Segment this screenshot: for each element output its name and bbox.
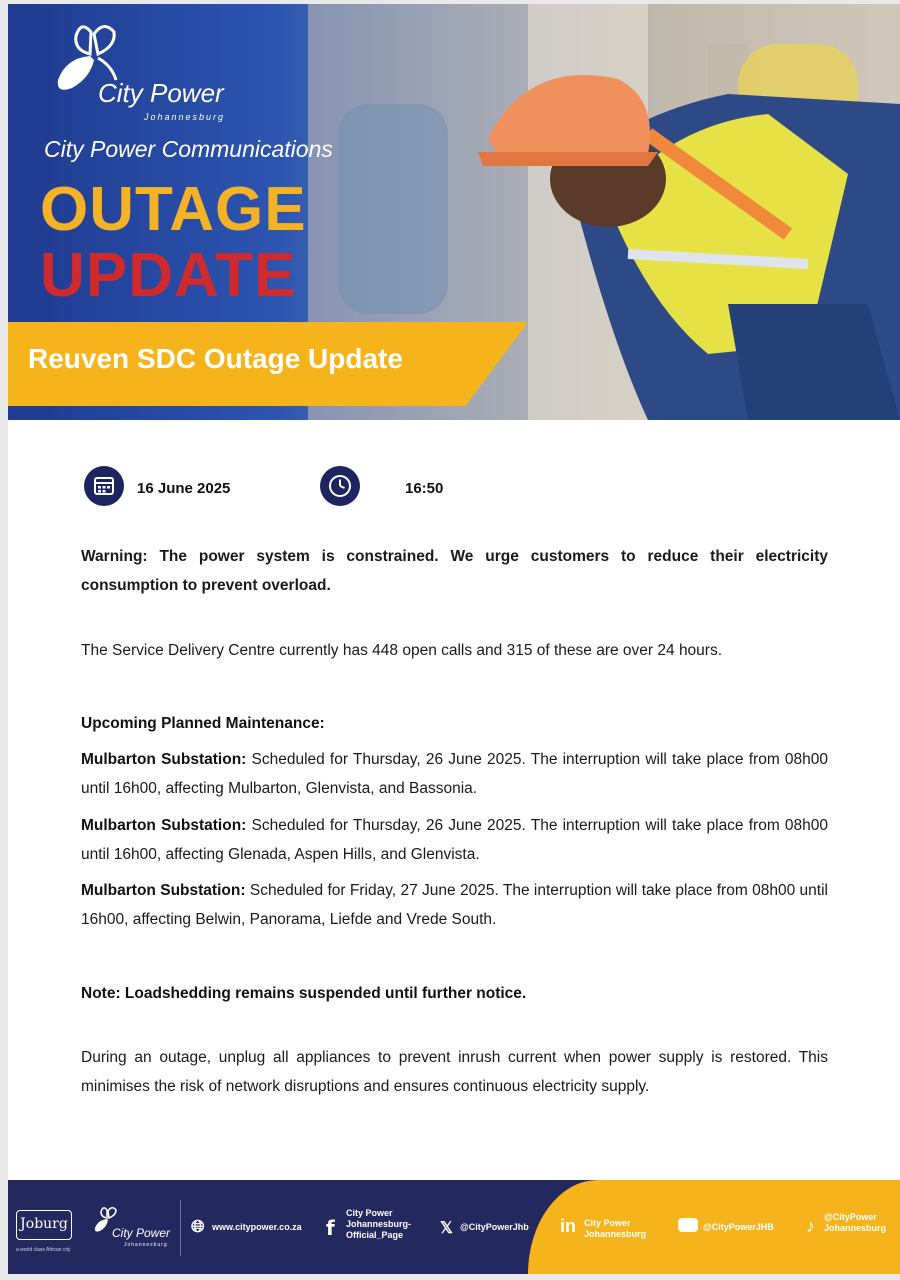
warning-text: Warning: The power system is constrained. We urge customers to reduce their electricity consumption to prevent overload.	[81, 548, 828, 594]
outage-notice	[8, 4, 900, 1274]
youtube-icon	[678, 1218, 698, 1232]
city-power-logo	[46, 22, 246, 132]
tiktok-link[interactable]: @CityPower Johannesburg	[824, 1212, 887, 1233]
joburg-logo: Joburg	[16, 1210, 72, 1240]
youtube-link[interactable]: @CityPowerJHB	[703, 1222, 774, 1232]
maintenance-label: Mulbarton Substation:	[81, 817, 247, 834]
footer-brand-sub: Johannesburg	[124, 1242, 168, 1248]
facebook-link[interactable]: City Power Johannesburg-Official_Page	[346, 1208, 412, 1240]
maintenance-item	[81, 745, 828, 803]
maintenance-heading: Upcoming Planned Maintenance:	[81, 715, 325, 732]
outage-advice: During an outage, unplug all appliances to prevent inrush current when power supply is restored. This minimises the risk of network disruptions and ensures continuous electricity supply.	[81, 1049, 828, 1095]
brand-subtitle: Johannesburg	[144, 112, 226, 122]
header-banner	[8, 4, 900, 420]
calendar-icon	[84, 466, 124, 506]
clock-icon	[320, 466, 360, 506]
footer-bar	[8, 1180, 900, 1274]
linkedin-icon: in	[560, 1216, 576, 1236]
maintenance-item	[81, 811, 828, 869]
footer-brand-name: City Power	[112, 1226, 171, 1240]
maintenance-label: Mulbarton Substation:	[81, 882, 246, 899]
footer-divider	[180, 1200, 181, 1256]
joburg-tagline: a world class African city	[16, 1247, 71, 1253]
headline-outage: OUTAGE	[40, 175, 307, 244]
maintenance-item	[81, 876, 828, 934]
tiktok-icon: ♪	[806, 1216, 815, 1236]
communications-title: City Power Communications	[44, 136, 333, 162]
brand-name: City Power	[98, 78, 224, 108]
website-link[interactable]: www.citypower.co.za	[212, 1222, 302, 1232]
facebook-icon: f	[326, 1216, 335, 1240]
loadshedding-note: Note: Loadshedding remains suspended until further notice.	[81, 985, 527, 1002]
maintenance-label: Mulbarton Substation:	[81, 751, 247, 768]
maintenance-detail: Scheduled for Friday, 27 June 2025. The interruption will take place from 08h00 until 16h00, affecting Belwin, Panorama, Liefde and Vrede South.	[81, 882, 828, 928]
maintenance-detail: Scheduled for Thursday, 26 June 2025. The interruption will take place from 08h00 until 16h00, affecting Glenada, Aspen Hills, and Glenvista.	[81, 817, 829, 863]
x-icon: 𝕏	[440, 1220, 453, 1237]
linkedin-link[interactable]: City Power Johannesburg	[584, 1218, 647, 1239]
x-link[interactable]: @CityPowerJhb	[460, 1222, 529, 1232]
notice-title: Reuven SDC Outage Update	[28, 343, 403, 374]
notice-date: 16 June 2025	[137, 480, 231, 497]
maintenance-detail: Scheduled for Thursday, 26 June 2025. The interruption will take place from 08h00 until 16h00, affecting Mulbarton, Glenvista, and Bassonia.	[81, 751, 829, 797]
open-calls-text: The Service Delivery Centre currently has 448 open calls and 315 of these are over 24 hours.	[81, 642, 723, 659]
headline-update: UPDATE	[40, 241, 297, 310]
globe-icon: 🌐︎	[191, 1217, 205, 1236]
notice-time: 16:50	[405, 480, 444, 497]
